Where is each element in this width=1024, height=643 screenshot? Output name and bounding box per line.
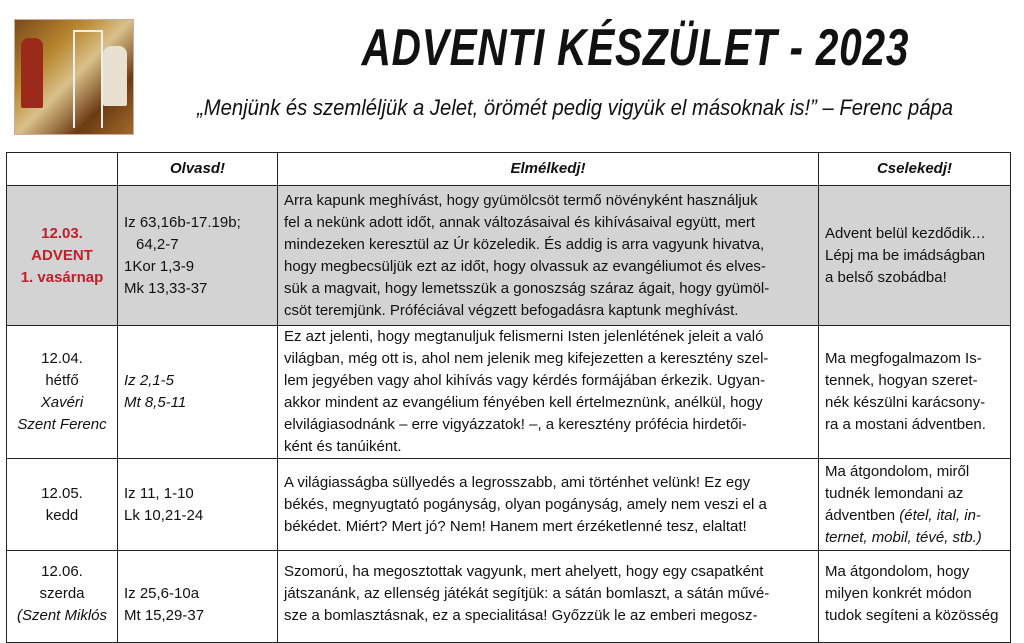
table-row — [7, 551, 1011, 643]
col-header-reflect: Elmélkedj! — [278, 153, 819, 186]
reflect-cell: Arra kapunk meghívást, hogy gyümölcsöt termő növényként használjuk fel a nekünk adott időt, annak változásaival és kihívásaival együtt, mert mindezeken keresztül az Úr közeledik. És addig is arra vagyunk hivatva, hogy megbecsüljük ezt az időt, hogy olvassuk az evangéliumot és elves- sük a magvait, hogy lemetsszük a gonoszság száraz ágait, hogy gyümöl- csöt teremjünk. Próféciával végzett befogadásra kaptunk meghívást. — [278, 186, 819, 326]
col-header-read: Olvasd! — [118, 153, 278, 186]
col-header-act: Cselekedj! — [819, 153, 1011, 186]
day-cell: 12.03. ADVENT 1. vasárnap — [7, 186, 118, 326]
act-cell: Ma átgondolom, hogy milyen konkrét módon tudok segíteni a közösség — [819, 551, 1011, 643]
reflect-cell: Szomorú, ha megosztottak vagyunk, mert ahelyett, hogy egy csapatként játszanánk, az ellenség játékát segítjük: a sátán bomlaszt, a sátán művé- sze a bomlasztásnak, ez a specialitása! Győzzük le az emberi megosz- — [278, 551, 819, 643]
table-row — [7, 326, 1011, 459]
nativity-painting — [14, 19, 134, 135]
advent-schedule-table — [6, 152, 1011, 643]
readings-cell: Iz 11, 1-10 Lk 10,21-24 — [118, 459, 278, 551]
readings-cell: Iz 2,1-5 Mt 8,5-11 — [118, 326, 278, 459]
day-cell: 12.06. szerda (Szent Miklós — [7, 551, 118, 643]
day-cell: 12.04. hétfő Xavéri Szent Ferenc — [7, 326, 118, 459]
readings-cell: Iz 25,6-10a Mt 15,29-37 — [118, 551, 278, 643]
table-row — [7, 459, 1011, 551]
table-row — [7, 186, 1011, 326]
day-cell: 12.05. kedd — [7, 459, 118, 551]
act-cell: Ma átgondolom, miről tudnék lemondani az ádventben (étel, ital, in- ternet, mobil, tévé, stb.) — [819, 459, 1011, 551]
reflect-cell: A világiasságba süllyedés a legrosszabb, ami történhet velünk! Ez egy békés, megnyugtató pogányság, olyan pogányság, amely nem veszi el a békédet. Miért? Mert jó? Nem! Hanem mert érzéketlenné tesz, elaltat! — [278, 459, 819, 551]
header-row — [7, 153, 1011, 186]
readings-cell: Iz 63,16b-17.19b; 64,2-7 1Kor 1,3-9 Mk 13,33-37 — [118, 186, 278, 326]
page-title: ADVENTI KÉSZÜLET - 2023 — [361, 19, 910, 77]
col-header-day — [7, 153, 118, 186]
act-cell: Advent belül kezdődik… Lépj ma be imádságban a belső szobádba! — [819, 186, 1011, 326]
quote: „Menjünk és szemléljük a Jelet, örömét pedig vigyük el másoknak is!” – Ferenc pápa — [197, 95, 953, 120]
act-cell: Ma megfogalmazom Is- tennek, hogyan szeret- nék készülni karácsony- ra a mostani ádventben. — [819, 326, 1011, 459]
reflect-cell: Ez azt jelenti, hogy megtanuljuk felismerni Isten jelenlétének jeleit a való világban, még ott is, ahol nem jelenik meg kifejezetten a keresztény szel- lem jegyében vagy ahol kihívás vagy kérdés formájában érkezik. Ugyan- akkor mindent az evangélium fényében kell értelmeznünk, anélkül, hogy elvilágiasodnánk – erre vigyázzatok! –, a keresztény prófécia hirdetői- ként és tanúiként. — [278, 326, 819, 459]
